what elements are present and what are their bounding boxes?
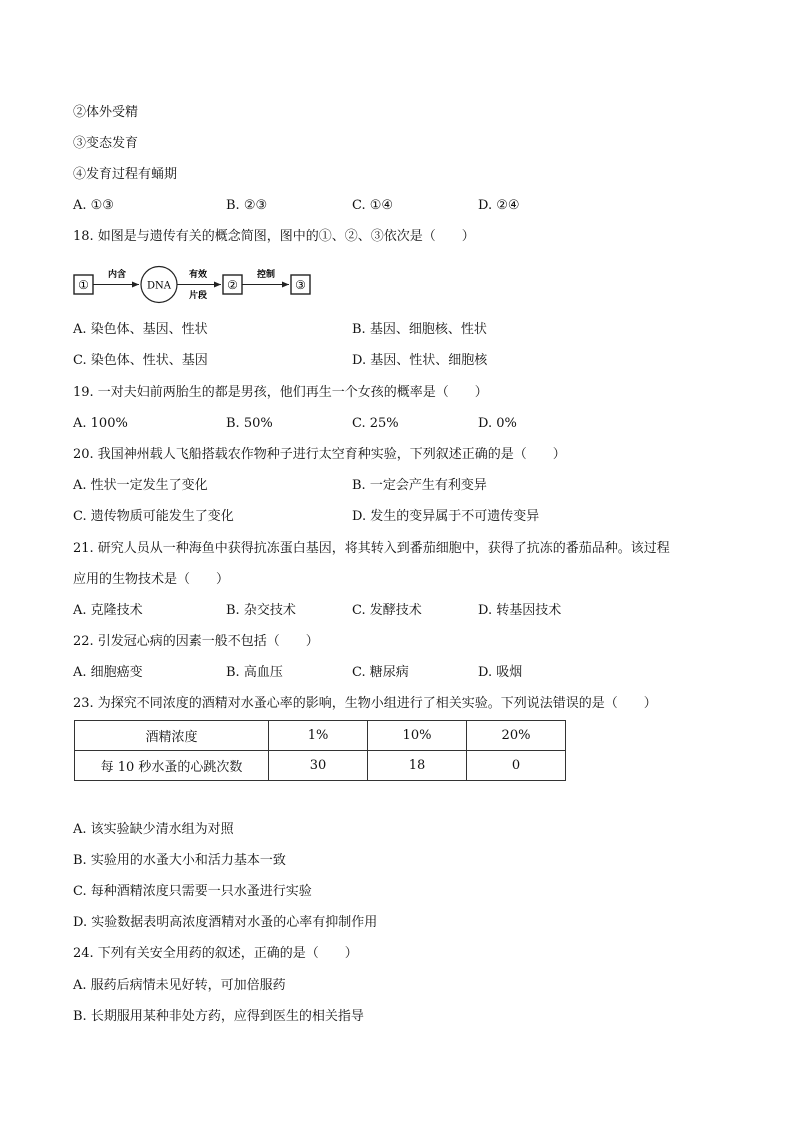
q18-option-d: D. 基因、性状、细胞核: [352, 353, 488, 368]
diagram-arrow-2-label-top: 有效: [188, 270, 208, 280]
q17-option-c: C. ①④: [352, 198, 394, 213]
table-row: [75, 751, 566, 781]
q19-stem: 19. 一对夫妇前两胎生的都是男孩，他们再生一个女孩的概率是（ ）: [73, 385, 488, 400]
q21-stem-line-1: 21. 研究人员从一种海鱼中获得抗冻蛋白基因，将其转入到番茄细胞中，获得了抗冻的番茄品种。该过程: [73, 541, 670, 556]
diagram-arrow-1-label: 内含: [107, 270, 127, 280]
q24-stem: 24. 下列有关安全用药的叙述，正确的是（ ）: [73, 946, 358, 961]
q22-stem: 22. 引发冠心病的因素一般不包括（ ）: [73, 634, 319, 649]
genetics-concept-diagram: [73, 264, 323, 306]
q21-option-a: A. 克隆技术: [73, 603, 143, 618]
q22-option-c: C. 糖尿病: [352, 665, 409, 680]
q19-option-a: A. 100%: [73, 416, 128, 431]
q21-stem-line-2: 应用的生物技术是（ ）: [73, 572, 230, 587]
q17-item-2: ②体外受精: [73, 105, 139, 120]
q18-option-b: B. 基因、细胞核、性状: [352, 322, 487, 337]
table-cell: 10%: [368, 721, 467, 751]
q18-stem: 18. 如图是与遗传有关的概念简图，图中的①、②、③依次是（ ）: [73, 229, 475, 244]
q22-option-d: D. 吸烟: [478, 665, 523, 680]
table-cell: 每 10 秒水蚤的心跳次数: [75, 751, 269, 781]
diagram-box-1-label: ①: [78, 278, 89, 292]
q20-option-a: A. 性状一定发生了变化: [73, 478, 208, 493]
q17-item-3: ③变态发育: [73, 136, 139, 151]
q17-option-b: B. ②③: [226, 198, 268, 213]
diagram-dna-label: DNA: [147, 280, 171, 292]
q17-option-d: D. ②④: [478, 198, 520, 213]
table-cell: 30: [269, 751, 368, 781]
q22-option-b: B. 高血压: [226, 665, 283, 680]
q17-option-a: A. ①③: [73, 198, 114, 213]
q19-option-c: C. 25%: [352, 416, 399, 431]
q22-option-a: A. 细胞癌变: [73, 665, 143, 680]
q24-option-a: A. 服药后病情未见好转，可加倍服药: [73, 978, 286, 993]
q21-option-b: B. 杂交技术: [226, 603, 296, 618]
q19-option-d: D. 0%: [478, 416, 517, 431]
q21-option-d: D. 转基因技术: [478, 603, 562, 618]
diagram-box-3-label: ③: [295, 278, 306, 292]
q23-option-c: C. 每种酒精浓度只需要一只水蚤进行实验: [73, 884, 312, 899]
q20-option-b: B. 一定会产生有利变异: [352, 478, 487, 493]
diagram-box-2-label: ②: [227, 278, 238, 292]
diagram-arrow-2-label-bottom: 片段: [188, 291, 208, 301]
q20-stem: 20. 我国神州载人飞船搭载农作物种子进行太空育种实验，下列叙述正确的是（ ）: [73, 447, 566, 462]
table-cell: 20%: [467, 721, 566, 751]
q20-option-d: D. 发生的变异属于不可遗传变异: [352, 509, 540, 524]
q24-option-b: B. 长期服用某种非处方药，应得到医生的相关指导: [73, 1009, 364, 1024]
table-cell: 0: [467, 751, 566, 781]
table-cell: 1%: [269, 721, 368, 751]
q19-option-b: B. 50%: [226, 416, 273, 431]
diagram-arrow-3-label: 控制: [256, 270, 276, 280]
table-cell: 酒精浓度: [75, 721, 269, 751]
q23-option-d: D. 实验数据表明高浓度酒精对水蚤的心率有抑制作用: [73, 915, 378, 930]
q23-option-a: A. 该实验缺少清水组为对照: [73, 822, 234, 837]
table-row: [75, 721, 566, 751]
q18-option-a: A. 染色体、基因、性状: [73, 322, 208, 337]
q23-option-b: B. 实验用的水蚤大小和活力基本一致: [73, 853, 286, 868]
q17-item-4: ④发育过程有蛹期: [73, 167, 178, 182]
q18-option-c: C. 染色体、性状、基因: [73, 353, 208, 368]
q23-stem: 23. 为探究不同浓度的酒精对水蚤心率的影响，生物小组进行了相关实验。下列说法错误的是（ ）: [73, 696, 657, 711]
q21-option-c: C. 发酵技术: [352, 603, 422, 618]
data-table: [74, 720, 566, 781]
q20-option-c: C. 遗传物质可能发生了变化: [73, 509, 234, 524]
table-cell: 18: [368, 751, 467, 781]
